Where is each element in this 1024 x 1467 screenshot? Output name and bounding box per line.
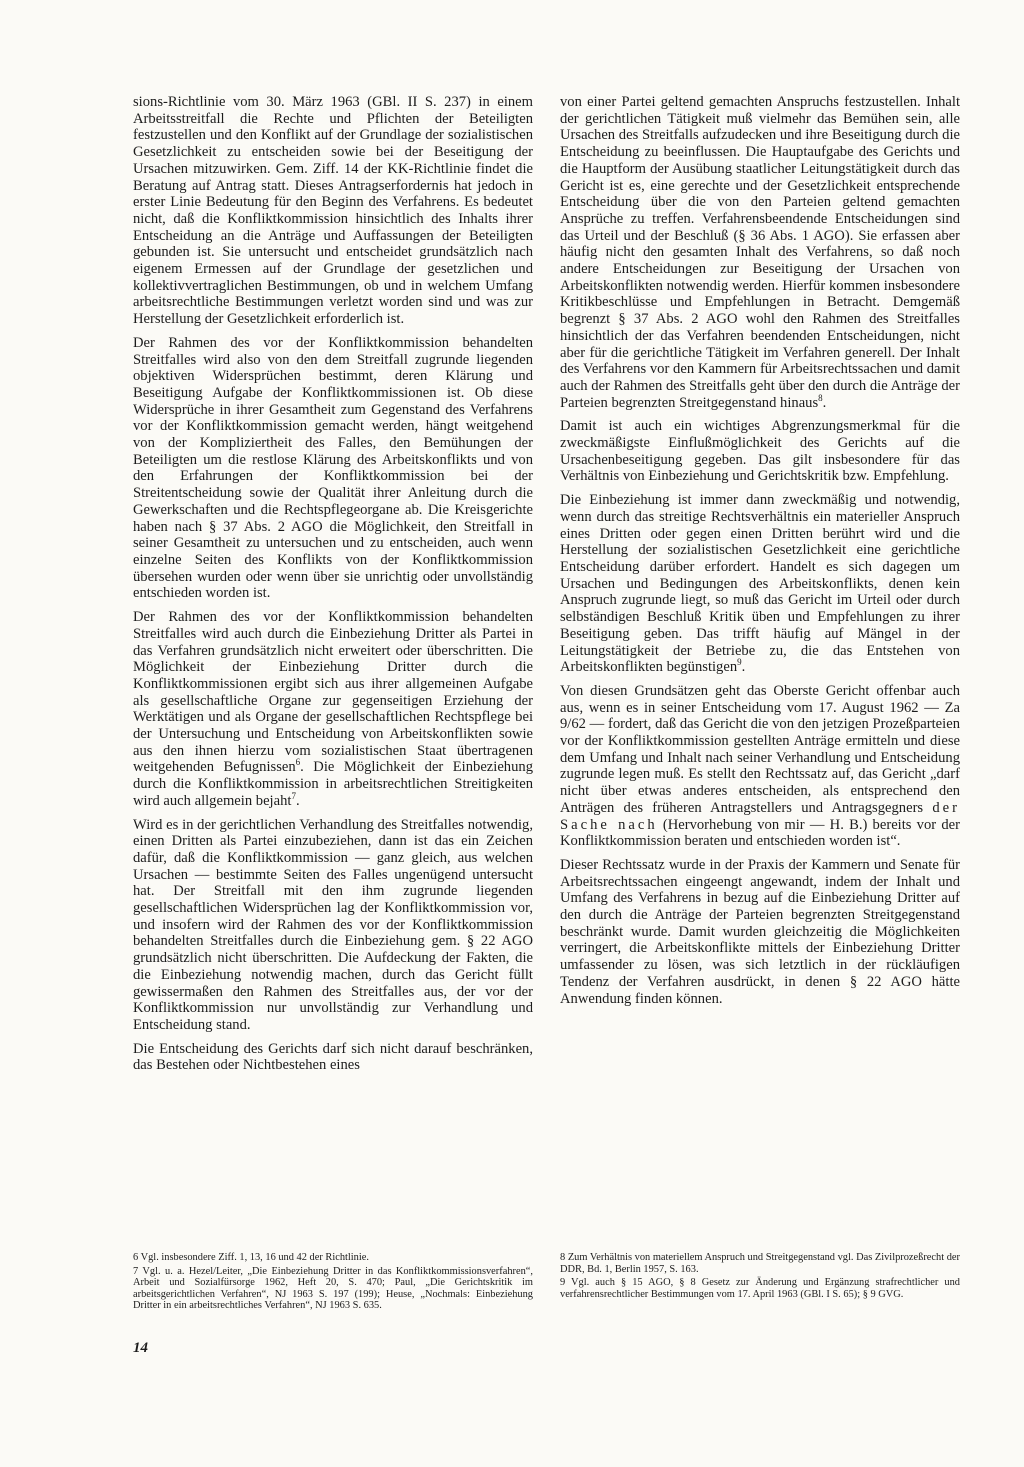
paragraph: Der Rahmen des vor der Konfliktkommission behandelten Streitfalles wird also von den dem Streitfall zugrunde liegenden objektiven Widersprüchen bestimmt, deren Klärung und Beseitigung Aufgabe der Konfliktkommissionen ist. Ob diese Widersprüche in ihrer Gesamtheit zum Gegenstand des Verfahrens vor der Konfliktkommission gemacht werden, hängt weitgehend von der Kompliziertheit des Falles, den Bemühungen der Beteiligten um die restlose Klärung des Arbeitskonflikts und von den Erfahrungen der Konfliktkommission bei der Streitentscheidung sowie der Qualität ihrer Anleitung durch die Gewerkschaften und die Rechtspflegeorgane ab. Die Kreisgerichte haben nach § 37 Abs. 2 AGO die Möglichkeit, den Streitfall in seiner Gesamtheit zu untersuchen und zu entscheiden, auch wenn einzelne Seiten des Konflikts von der Konfliktkommission übersehen wurden oder wenn über sie unrichtig oder unvollständig entschieden worden ist. xyxy=(133,334,533,602)
paragraph: Der Rahmen des vor der Konfliktkommission behandelten Streitfalles wird auch durch die Einbeziehung Dritter als Partei in das Verfahren grundsätzlich nicht erweitert oder überschritten. Die Möglichkeit der Einbeziehung Dritter durch die Konfliktkommissionen ergibt sich aus ihrer allgemeinen Aufgabe als gesellschaftliche Organe zur gegenseitigen Erziehung der Werktätigen und als Organe der gesellschaftlichen Rechtspflege bei der Untersuchung und Entscheidung von Arbeitskonflikten sowie aus den ihnen hierzu vom sozialistischen Staat übertragenen weitgehenden Befugnissen$^6$. Die Möglichkeit der Einbeziehung durch die Konfliktkommission in arbeitsrechtlichen Streitigkeiten wird auch allgemein bejaht$^7$. xyxy=(133,609,533,809)
footnote-ref-9[interactable]: 9 xyxy=(737,657,742,668)
left-text-column xyxy=(133,94,533,1081)
footnote-ref-7[interactable]: 7 xyxy=(291,790,296,801)
paragraph-text: . Die Möglichkeit der Einbeziehung durch die Konfliktkommission in arbeitsrechtlichen Streitigkeiten wird auch allgemein bejaht xyxy=(133,759,533,809)
page-number: 14 xyxy=(133,1340,148,1356)
footnote-ref-8[interactable]: 8 xyxy=(818,392,823,403)
footnote-ref-6[interactable]: 6 xyxy=(295,757,301,768)
footnote-8: 8 Zum Verhältnis von materiellem Anspruch und Streitgegenstand vgl. Das Zivilprozeßrecht der DDR, Bd. 1, Berlin 1957, S. 163. xyxy=(560,1252,960,1275)
footnotes-left xyxy=(133,1252,533,1314)
paragraph: Die Einbeziehung ist immer dann zweckmäßig und notwendig, wenn durch das streitige Rechtsverhältnis ein materieller Anspruch eines Dritten oder gegen einen Dritten berührt wird und die Herstellung der sozialistischen Gesetzlichkeit eine gerichtliche Entscheidung darüber erfordert. Handelt es sich dagegen um Ursachen und Bedingungen des Arbeitskonflikts, denen kein Anspruch zugrunde liegt, so muß das Gericht im Urteil oder durch selbständigen Beschluß Kritik üben und Empfehlungen zu ihrer Beseitigung geben. Das trifft häufig auf Mängel in der Leitungstätigkeit der Betriebe zu, die das Entstehen von Arbeitskonflikten begünstigen$^9$. xyxy=(560,492,960,676)
paragraph: Damit ist auch ein wichtiges Abgrenzungsmerkmal für die zweckmäßigste Einflußmöglichkeit des Gerichts auf die Ursachenbeseitigung gegeben. Das gilt insbesondere für das Verhältnis von Einbeziehung und Gerichtskritik bzw. Empfehlung. xyxy=(560,418,960,485)
paragraph-text: Der Rahmen des vor der Konfliktkommission behandelten Streitfalles wird auch durch die Einbeziehung Dritter als Partei in das Verfahren grundsätzlich nicht erweitert oder überschritten. Die Möglichkeit der Einbeziehung Dritter durch die Konfliktkommissionen ergibt sich aus ihrer allgemeinen Aufgabe als gesellschaftliche Organe zur gegenseitigen Erziehung der Werktätigen und als Organe der gesellschaftlichen Rechtspflege bei der Untersuchung und Entscheidung von Arbeitskonflikten sowie aus den ihnen hierzu vom sozialistischen Staat übertragenen weitgehenden Befugnissen xyxy=(133,609,533,776)
paragraph xyxy=(560,683,960,850)
paragraph-text: Die Einbeziehung ist immer dann zweckmäßig und notwendig, wenn durch das streitige Rechtsverhältnis ein materieller Anspruch eines Dritten oder gegen einen Dritten berührt wird und die Herstellung der sozialistischen Gesetzlichkeit eine gerichtliche Entscheidung darüber erfordert. Handelt es sich dagegen um Ursachen und Bedingungen des Arbeitskonflikts, denen kein Anspruch zugrunde liegt, so muß das Gericht im Urteil oder durch selbständigen Beschluß Kritik üben und Empfehlungen zu ihrer Beseitigung geben. Das trifft häufig auf Mängel in der Leitungstätigkeit der Betriebe zu, die das Entstehen von Arbeitskonflikten begünstigen xyxy=(560,492,960,676)
footnote-6: 6 Vgl. insbesondere Ziff. 1, 13, 16 und 42 der Richtlinie. xyxy=(133,1252,369,1263)
right-text-column xyxy=(560,94,960,1014)
paragraph-text: (Hervorhebung von mir — H. B.) bereits vor der Konfliktkommission beraten und entschieden worden ist“. xyxy=(560,816,960,850)
spaced-emphasis: der Sache nach xyxy=(560,799,960,833)
footnotes-right xyxy=(560,1252,960,1302)
paragraph: von einer Partei geltend gemachten Anspruchs festzustellen. Inhalt der gerichtlichen Tätigkeit muß vielmehr das Bemühen sein, alle Ursachen des Streitfalls aufzudecken und ihre Beseitigung durch die Entscheidung zu beeinflussen. Die Hauptaufgabe des Gerichts und die Hauptform der Ausübung staatlicher Leitungstätigkeit durch das Gericht ist es, eine gerechte und der Gesetzlichkeit entsprechende Entscheidung über die von den Parteien geltend gemachten Ansprüche zu treffen. Verfahrensbeendende Entscheidungen sind das Urteil und der Beschluß (§ 36 Abs. 1 AGO). Sie erfassen aber häufig nicht den gesamten Inhalt des Verfahrens, so daß noch andere Entscheidungen zur Beseitigung der Ursachen von Arbeitskonflikten notwendig werden. Hierfür kommen insbesondere Kritikbeschlüsse und Empfehlungen in Betracht. Demgemäß begrenzt § 37 Abs. 2 AGO wohl den Rahmen des Streitfalles hinsichtlich der das Verfahren beendenden Entscheidungen, nicht aber für die gerichtliche Tätigkeit im Verfahren generell. Der Inhalt des Verfahrens vor den Kammern für Arbeitsrechtssachen und damit auch der Rahmen des Streitfalls geht über den durch die Anträge der Parteien begrenzten Streitgegenstand hinaus$^8$. xyxy=(560,94,960,411)
paragraph: Die Entscheidung des Gerichts darf sich nicht darauf beschränken, das Bestehen oder Nichtbestehen eines xyxy=(133,1040,533,1074)
paragraph: sions-Richtlinie vom 30. März 1963 (GBl. II S. 237) in einem Arbeitsstreitfall die Rechte und Pflichten der Beteiligten festzustellen und den Konflikt auf der Grundlage der sozialistischen Gesetzlichkeit zu entscheiden sowie bei der Beseitigung der Ursachen mitzuwirken. Gem. Ziff. 14 der KK-Richtlinie findet die Beratung auf Antrag statt. Dieses Antragserfordernis hat jedoch in erster Linie Bedeutung für den Beginn des Verfahrens. Es bedeutet nicht, daß die Konfliktkommission hinsichtlich des Inhalts ihrer Entscheidung an die Anträge und Auffassungen der Beteiligten gebunden ist. Sie untersucht und entscheidet grundsätzlich nach eigenem Ermessen auf der Grundlage der gesetzlichen und kollektivvertraglichen Bestimmungen, ob und in welchem Umfang arbeitsrechtliche Bestimmungen verletzt worden sind und was zur Herstellung der Gesetzlichkeit erforderlich ist. xyxy=(133,94,533,328)
paragraph-text: Von diesen Grundsätzen geht das Oberste Gericht offenbar auch aus, wenn es in seiner Entscheidung vom 17. August 1962 — Za 9/62 — fordert, daß das Gericht die von den jetzigen Prozeßparteien vor der Konfliktkommission gestellten Anträge ermitteln und diese dem Umfang und Inhalt nach seiner Verhandlung und Entscheidung zugrunde legen muß. Es stellt den Rechtssatz auf, das Gericht „darf nicht über etwas anderes entscheiden, als entsprechend den Anträgen des früheren Antragstellers und Antragsgegners xyxy=(560,682,960,816)
paragraph-text: von einer Partei geltend gemachten Anspruchs festzustellen. Inhalt der gerichtlichen Tätigkeit muß vielmehr das Bemühen sein, alle Ursachen des Streitfalls aufzudecken und ihre Beseitigung durch die Entscheidung zu beeinflussen. Die Hauptaufgabe des Gerichts und die Hauptform der Ausübung staatlicher Leitungstätigkeit durch das Gericht ist es, eine gerechte und der Gesetzlichkeit entsprechende Entscheidung über die von den Parteien geltend gemachten Ansprüche zu treffen. Verfahrensbeendende Entscheidungen sind das Urteil und der Beschluß (§ 36 Abs. 1 AGO). Sie erfassen aber häufig nicht den gesamten Inhalt des Verfahrens, so daß noch andere Entscheidungen zur Beseitigung der Ursachen von Arbeitskonflikten notwendig werden. Hierfür kommen insbesondere Kritikbeschlüsse und Empfehlungen in Betracht. Demgemäß begrenzt § 37 Abs. 2 AGO wohl den Rahmen des Streitfalles hinsichtlich der das Verfahren beendenden Entscheidungen, nicht aber für die gerichtliche Tätigkeit im Verfahren generell. Der Inhalt des Verfahrens vor den Kammern für Arbeitsrechtssachen und damit auch der Rahmen des Streitfalls geht über den durch die Anträge der Parteien begrenzten Streitgegenstand hinaus xyxy=(560,94,960,411)
paragraph: Wird es in der gerichtlichen Verhandlung des Streitfalles notwendig, einen Dritten als Partei einzubeziehen, dann ist das ein Zeichen dafür, daß die Konfliktkommission — ganz gleich, aus welchen Ursachen — bestimmte Seiten des Falles ungenügend untersucht hat. Der Streitfall mit den ihm zugrunde liegenden gesellschaftlichen Widersprüchen lag der Konfliktkommission vor, und insofern wird der Rahmen des vor der Konfliktkommission behandelten Streitfalles durch die Einbeziehung gem. § 22 AGO grundsätzlich nicht überschritten. Die Aufdeckung der Fakten, die die Einbeziehung notwendig machen, durch das Gericht füllt gewissermaßen den Rahmen des Streitfalles aus, der vor der Konfliktkommission nur unvollständig zur Verhandlung und Entscheidung stand. xyxy=(133,816,533,1033)
footnote-9: 9 Vgl. auch § 15 AGO, § 8 Gesetz zur Änderung und Ergänzung strafrechtlicher und verfahrensrechtlicher Bestimmungen vom 17. April 1963 (GBl. I S. 65); § 9 GVG. xyxy=(560,1277,960,1300)
paragraph: Dieser Rechtssatz wurde in der Praxis der Kammern und Senate für Arbeitsrechtssachen eingeengt angewandt, indem der Inhalt und Umfang des Verfahrens in bezug auf die Einbeziehung Dritter auf den durch die Anträge der Parteien begrenzten Streitgegenstand beschränkt wurde. Damit wurden gleichzeitig die Möglichkeiten verringert, die Arbeitskonflikte mittels der Einbeziehung Dritter umfassender zu lösen, was sich letztlich in der rückläufigen Tendenz der Verfahren ausdrückt, in denen § 22 AGO hätte Anwendung finden können. xyxy=(560,856,960,1007)
footnote-7: 7 Vgl. u. a. Hezel/Leiter, „Die Einbeziehung Dritter in das Konfliktkommissionsverfahren“, Arbeit und Sozialfürsorge 1962, Heft 20, S. 470; Paul, „Die Gerichtskritik im arbeitsgerichtlichen Verfahren“, NJ 1963 S. 197 (199); Heuse, „Nochmals: Einbeziehung Dritter in ein arbeitsrechtliches Verfahren“, NJ 1963 S. 635. xyxy=(133,1265,533,1312)
